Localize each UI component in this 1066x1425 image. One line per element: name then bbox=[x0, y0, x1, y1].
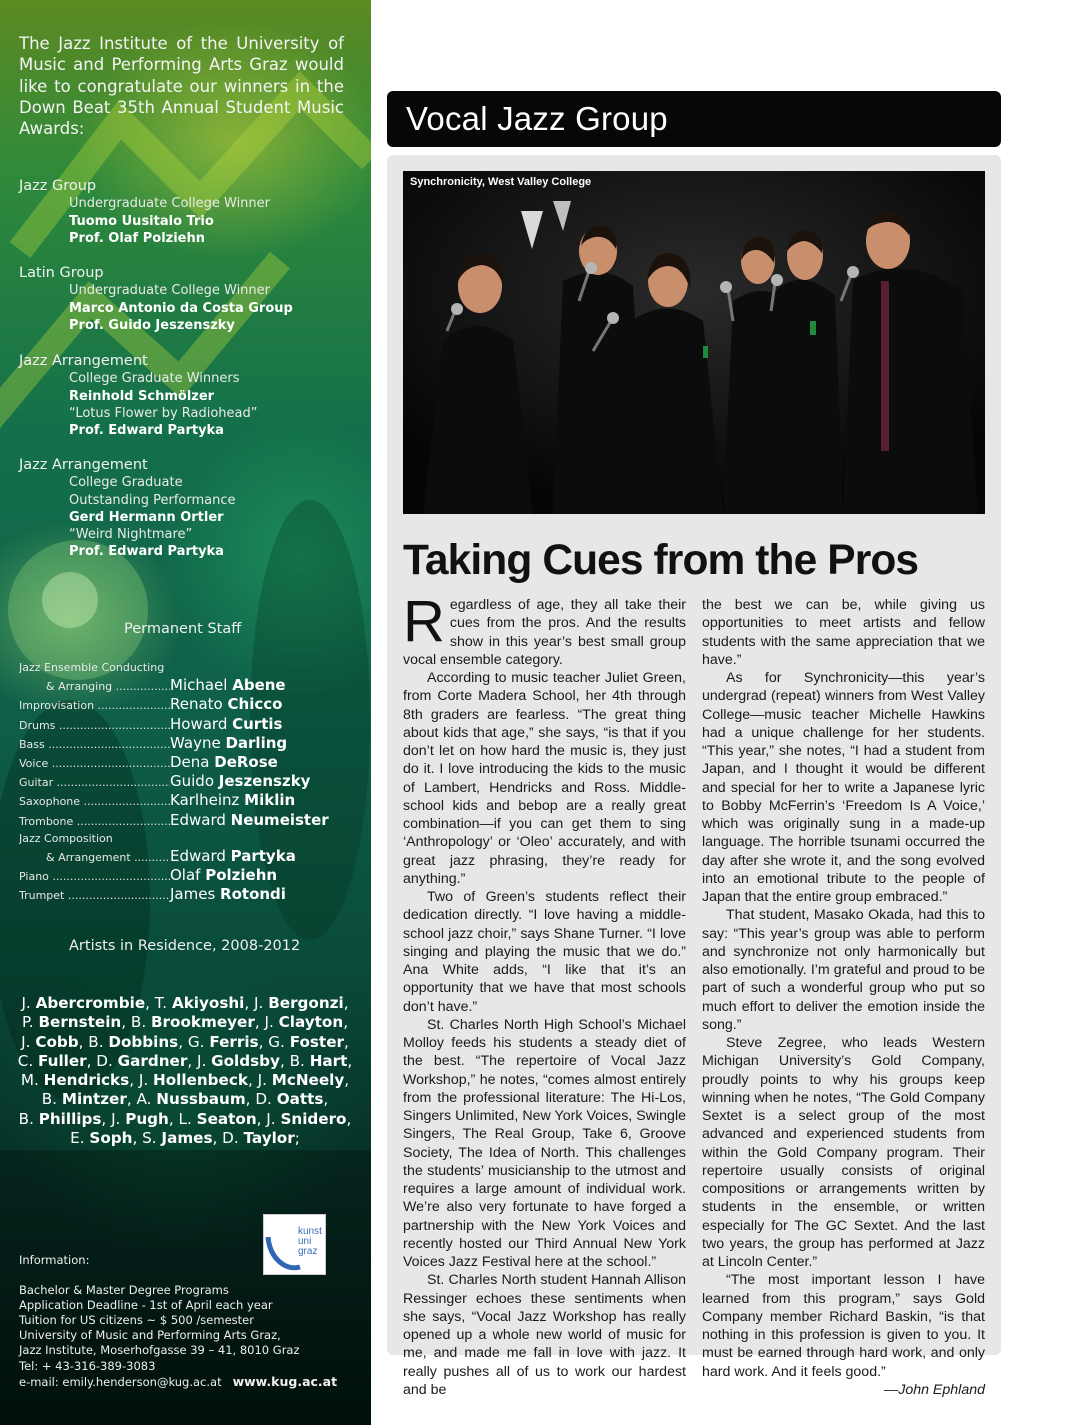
staff-name: Renato Chicco bbox=[170, 695, 283, 714]
staff-role: Voice ..... bbox=[19, 757, 170, 770]
award-level: Undergraduate College Winner bbox=[69, 283, 271, 299]
staff-list bbox=[19, 658, 359, 903]
award-level: Undergraduate College Winner bbox=[69, 196, 271, 212]
photo-caption: Synchronicity, West Valley College bbox=[410, 176, 592, 188]
award-category: Jazz Arrangement bbox=[19, 457, 148, 473]
info-contact-line bbox=[19, 1374, 359, 1390]
info-line: Jazz Institute, Moserhofgasse 39 – 41, 8010 Graz bbox=[19, 1343, 300, 1358]
award-winner: Marco Antonio da Costa Group bbox=[69, 300, 293, 316]
article-paragraph: Steve Zegree, who leads Western Michigan University’s Gold Company, proudly points to why his groups keep winning when he notes, “The Gold Company Sextet is a select group of the most advanced and experienced students from within the Gold Company program. Their repertoire usually consists of original compositions or arrangements written by students in the ensemble, or written especially for The GC Sextet. And the last two years, the group has performed at Jazz at Lincoln Center.” bbox=[702, 1035, 985, 1270]
artists-heading: Artists in Residence, 2008-2012 bbox=[69, 938, 301, 954]
staff-name: Michael Abene bbox=[170, 676, 286, 695]
artists-line: J. Cobb, B. Dobbins, G. Ferris, G. Foster, bbox=[21, 1032, 349, 1051]
info-line: Bachelor & Master Degree Programs bbox=[19, 1283, 229, 1298]
section-title: Vocal Jazz Group bbox=[406, 100, 668, 137]
info-line: University of Music and Performing Arts Graz, bbox=[19, 1328, 281, 1343]
staff-role: & Arrangement ..... bbox=[46, 851, 170, 864]
staff-name: Dena DeRose bbox=[170, 752, 278, 771]
jazz-institute-ad bbox=[0, 0, 371, 1425]
award-category: Jazz Arrangement bbox=[19, 353, 148, 369]
staff-name: Olaf Polziehn bbox=[170, 865, 278, 884]
award-level: College Graduate bbox=[69, 475, 183, 491]
staff-role: Guitar ..... bbox=[19, 776, 170, 789]
staff-row bbox=[19, 771, 359, 790]
artists-line: P. Bernstein, B. Brookmeyer, J. Clayton, bbox=[21, 1013, 349, 1032]
staff-row bbox=[19, 865, 359, 884]
staff-name: Wayne Darling bbox=[170, 733, 288, 752]
award-jazz-arrangement-1 bbox=[19, 353, 258, 439]
staff-row bbox=[19, 733, 359, 752]
email-link[interactable]: e-mail: emily.henderson@kug.ac.at bbox=[19, 1374, 222, 1389]
award-professor: Prof. Olaf Polziehn bbox=[69, 230, 206, 246]
artists-line: M. Hendricks, J. Hollenbeck, J. McNeely, bbox=[20, 1071, 350, 1090]
artists-line: J. Abercrombie, T. Akiyoshi, J. Bergonzi, bbox=[21, 994, 349, 1012]
award-professor: Prof. Guido Jeszenszky bbox=[69, 317, 235, 333]
info-line: Application Deadline - 1st of April each year bbox=[19, 1298, 273, 1313]
staff-row bbox=[19, 713, 359, 732]
staff-row bbox=[19, 675, 359, 694]
staff-name: Edward Neumeister bbox=[170, 810, 329, 829]
article-paragraph: According to music teacher Juliet Green, from Corte Madera School, her 4th through 8th graders are fearless. “The great thing about kids that age,” she says, “is that if you don’t let on how hard the music is, they just do it. I love introducing the kids to the music of Lambert, Hendricks and Ross. Middle-school kids and bebop are a really great combination—if you can get them to sing ‘Anthropology’ or ‘Oleo’ accurately, and with great jazz phrasing, they’re ready for anything.” bbox=[403, 670, 686, 887]
award-latin-group bbox=[19, 265, 293, 334]
article-paragraph: That student, Masako Okada, had this to say: “This year’s group was able to perform and synchronize not only harmonically but also emotionally. I’m grateful and proud to be part of such a wonderful group who put so much effort to deliver the emotion inside the song.” bbox=[702, 907, 985, 1033]
staff-role: Jazz Ensemble Conducting bbox=[19, 661, 165, 674]
ensemble-photo bbox=[403, 171, 985, 514]
staff-role: Bass ..... bbox=[19, 738, 170, 751]
staff-name: James Rotondi bbox=[170, 885, 286, 904]
staff-row bbox=[19, 829, 359, 846]
article-headline: Taking Cues from the Pros bbox=[403, 537, 919, 584]
staff-role: Piano ..... bbox=[19, 870, 170, 883]
staff-role: Trombone ..... bbox=[19, 815, 170, 828]
award-professor: Prof. Edward Partyka bbox=[69, 544, 224, 560]
info-heading: Information: bbox=[19, 1253, 90, 1267]
singers-illustration bbox=[403, 171, 985, 514]
artists-line: C. Fuller, D. Gardner, J. Goldsby, B. Hart, bbox=[17, 1051, 353, 1070]
logo-text: kunst uni graz bbox=[298, 1226, 322, 1257]
award-jazz-group bbox=[19, 178, 270, 247]
award-category: Latin Group bbox=[19, 265, 104, 281]
award-category: Jazz Group bbox=[19, 178, 97, 194]
section-banner bbox=[387, 91, 1001, 147]
staff-heading: Permanent Staff bbox=[124, 621, 242, 637]
artists-line: B. Mintzer, A. Nussbaum, D. Oatts, bbox=[41, 1090, 329, 1109]
info-block bbox=[19, 1253, 359, 1390]
staff-row bbox=[19, 658, 359, 675]
award-piece-title: “Lotus Flower by Radiohead” bbox=[69, 405, 258, 421]
article-column-1 bbox=[403, 589, 686, 1399]
award-winner: Tuomo Uusitalo Trio bbox=[69, 213, 214, 229]
article-paragraph: St. Charles North High School’s Michael Molloy feeds his students a steady diet of the best. “The repertoire of Vocal Jazz Workshop,” he notes, “comes almost entirely from the professional literature: The Hi-Los, Singers Unlimited, New York Voices, Swingle Singers, The Real Group, Take 6, Groove Society, The Idea of North. This challenges the students’ musicianship to the utmost and requires a large amount of individual work. We’re also very fortunate to have forged a partnership with the New York Voices and recently hosted our Third Annual New York Voices Jazz Festival here at the school.” bbox=[403, 1016, 686, 1270]
article-paragraph: “The most important lesson I have learned from this program,” says Gold Company member Richard Baskin, “is that nothing in this profession is given to you. It must be earned through hard work, and only hard work. And it feels good.” —John Ephland bbox=[702, 1272, 985, 1398]
staff-row bbox=[19, 790, 359, 809]
website-link[interactable]: www.kug.ac.at bbox=[232, 1373, 338, 1389]
info-line: Tel: + 43-316-389-3083 bbox=[19, 1358, 156, 1373]
staff-role: Improvisation ..... bbox=[19, 699, 170, 712]
ad-intro-text: The Jazz Institute of the University of Music and Performing Arts Graz would like to congratulate our winners in the Down Beat 35th Annual Student Music Awards: bbox=[19, 34, 344, 139]
article-paragraph: St. Charles North student Hannah Allison Ressinger echoes these sentiments when she says, “Vocal Jazz Workshop has really opened up a whole new world of music for me, and made me fall in love with jazz. It really pushes all of us to work our hardest and be bbox=[403, 1272, 686, 1398]
staff-role: Drums ..... bbox=[19, 719, 170, 732]
artists-line: B. Phillips, J. Pugh, L. Seaton, J. Snidero, bbox=[18, 1109, 352, 1128]
staff-name: Edward Partyka bbox=[170, 846, 296, 865]
article-paragraph: As for Synchronicity—this year’s undergrad (repeat) winners from West Valley College—music teacher Michelle Hawkins had a unique challenge for her students. “This year,” she notes, “I had a student from Japan, and I thought it would be different and special for her to write a Japanese lyric to Bobby McFerrin’s ‘Freedom Is A Voice,’ which was originally sung in a made-up language. The horrible tsunami occurred the day after she wrote it, and the song evolved into an emotional tribute to the people of Japan that the entire group embraced.” bbox=[702, 670, 985, 905]
staff-row bbox=[19, 846, 359, 865]
article-paragraph: Two of Green’s students reflect their dedication directly. “I love having a middle-school jazz choir,” says Shane Turner. “I love singing and playing the music that we do.” Ana White adds, “I like that it’s an opportunity that we have that most schools don’t have.” bbox=[403, 889, 686, 1015]
award-level-detail: Outstanding Performance bbox=[69, 492, 236, 508]
staff-row bbox=[19, 809, 359, 828]
award-winner: Gerd Hermann Ortler bbox=[69, 509, 224, 525]
award-professor: Prof. Edward Partyka bbox=[69, 423, 224, 439]
staff-role: Trumpet ..... bbox=[19, 889, 170, 902]
article-paragraph: the best we can be, while giving us opportunities to meet artists and fellow students with the same appreciation that we have.” bbox=[702, 597, 985, 668]
staff-role: & Arranging ..... bbox=[46, 680, 170, 693]
staff-role: Saxophone ..... bbox=[19, 795, 170, 808]
artists-line: E. Soph, S. James, D. Taylor; bbox=[70, 1129, 300, 1148]
award-level: College Graduate Winners bbox=[69, 371, 240, 387]
article-paragraph: Regardless of age, they all take their cues from the pros. And the results show in this year’s best small group vocal ensemble category. bbox=[403, 589, 686, 668]
staff-role: Jazz Composition bbox=[19, 831, 113, 845]
staff-row bbox=[19, 884, 359, 903]
article-byline: —John Ephland bbox=[884, 1381, 985, 1398]
info-line: Tuition for US citizens ~ $ 500 /semester bbox=[19, 1313, 254, 1328]
staff-row bbox=[19, 752, 359, 771]
staff-name: Karlheinz Miklin bbox=[170, 791, 296, 810]
award-jazz-arrangement-2 bbox=[19, 457, 236, 560]
article-column-2 bbox=[702, 596, 985, 1399]
staff-row bbox=[19, 694, 359, 713]
staff-name: Guido Jeszenszky bbox=[170, 772, 311, 791]
award-piece-title: “Weird Nightmare” bbox=[69, 527, 193, 543]
staff-name: Howard Curtis bbox=[170, 714, 283, 733]
drop-cap: R bbox=[403, 589, 445, 654]
award-winner: Reinhold Schmölzer bbox=[69, 388, 215, 404]
artists-list bbox=[12, 994, 358, 1148]
